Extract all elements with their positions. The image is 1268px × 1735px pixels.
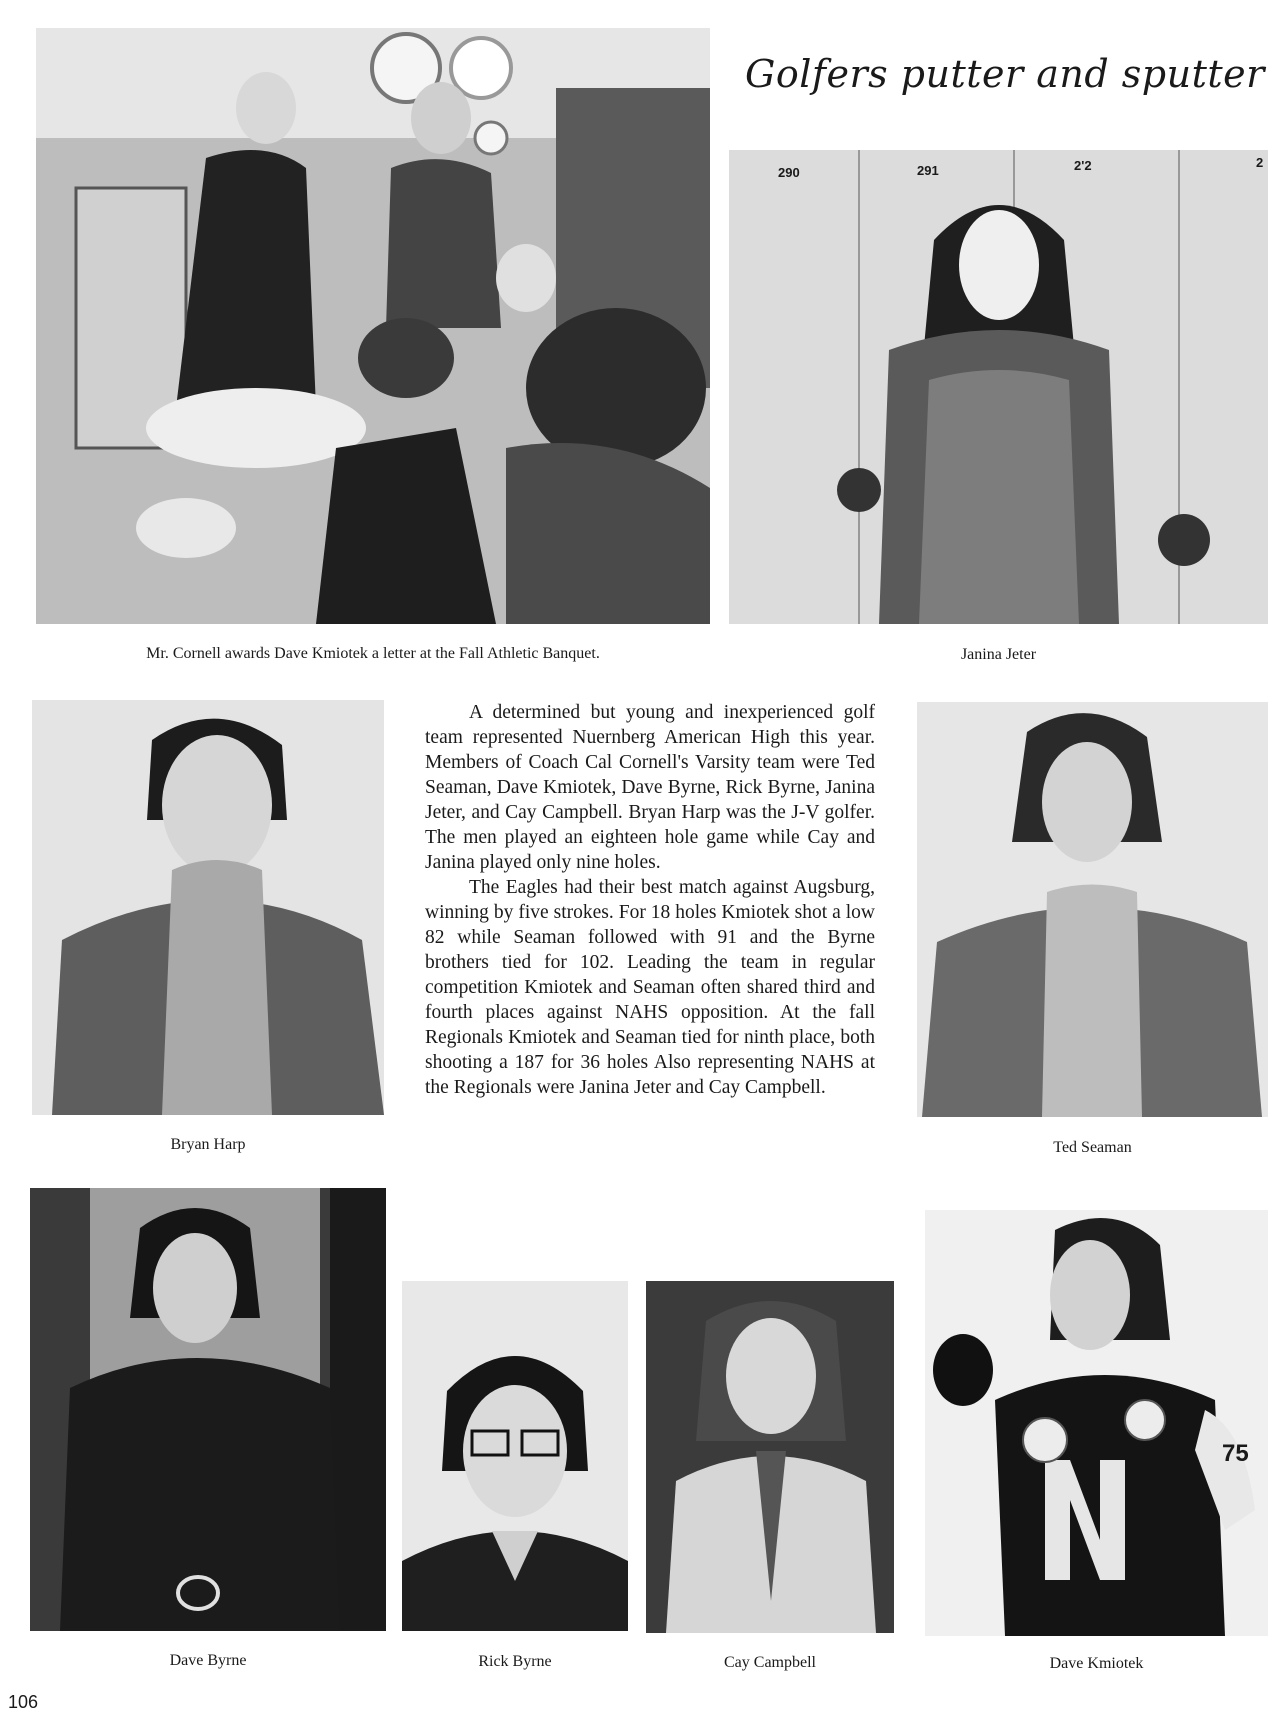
janina-jeter-photo	[729, 150, 1268, 624]
dave-byrne-photo	[30, 1188, 386, 1631]
locker-number: 2'2	[1074, 158, 1092, 173]
cay-campbell-caption: Cay Campbell	[724, 1654, 816, 1671]
dave-kmiotek-photo-art	[925, 1210, 1268, 1636]
ted-seaman-photo-art	[917, 702, 1268, 1117]
ted-seaman-caption: Ted Seaman	[1053, 1139, 1132, 1156]
locker-number: 291	[917, 163, 939, 178]
bryan-harp-photo	[32, 700, 384, 1115]
jacket-number: 75	[1222, 1440, 1249, 1467]
ted-seaman-photo	[917, 702, 1268, 1117]
dave-byrne-caption: Dave Byrne	[169, 1652, 247, 1669]
cay-campbell-photo-art	[646, 1281, 894, 1633]
page-number: 106	[8, 1692, 39, 1712]
dave-kmiotek-caption: Dave Kmiotek	[1049, 1655, 1144, 1672]
banquet-photo	[36, 28, 710, 624]
janina-jeter-caption: Janina Jeter	[960, 646, 1037, 663]
bryan-harp-caption: Bryan Harp	[170, 1136, 246, 1153]
dave-byrne-photo-art	[30, 1188, 386, 1631]
janina-jeter-photo-art	[729, 150, 1268, 624]
article-paragraph: The Eagles had their best match against Augsburg, winning by five strokes. For 18 holes Kmiotek shot a low 82 while Seaman followed with 91 and the Byrne brothers tied for 102. Leading the team in regular competition Kmiotek and Seaman often shared third and fourth places against NAHS opposition. At the fall Regionals Kmiotek and Seaman tied for ninth place, both shooting a 187 for 36 holes Also representing NAHS at the Regionals were Janina Jeter and Cay Campbell.	[425, 877, 875, 1098]
page-title: Golfers putter and sputter	[745, 52, 1265, 96]
rick-byrne-photo	[402, 1281, 628, 1631]
locker-number: 2	[1256, 155, 1264, 170]
dave-kmiotek-photo	[925, 1210, 1268, 1636]
article-paragraph: A determined but young and inexperienced golf team represented Nuernberg American High this year. Members of Coach Cal Cornell's Varsity team were Ted Seaman, Dave Kmiotek, Dave Byrne, Rick Byrne, Janina Jeter, and Cay Campbell. Bryan Harp was the J-V golfer. The men played an eighteen hole game while Cay and Janina played only nine holes.	[425, 702, 875, 873]
banquet-caption: Mr. Cornell awards Dave Kmiotek a letter at the Fall Athletic Banquet.	[146, 645, 600, 662]
bryan-harp-photo-art	[32, 700, 384, 1115]
rick-byrne-photo-art	[402, 1281, 628, 1631]
locker-number: 290	[778, 165, 800, 180]
cay-campbell-photo	[646, 1281, 894, 1633]
rick-byrne-caption: Rick Byrne	[478, 1653, 552, 1670]
banquet-photo-art	[36, 28, 710, 624]
article-body	[425, 700, 875, 1100]
